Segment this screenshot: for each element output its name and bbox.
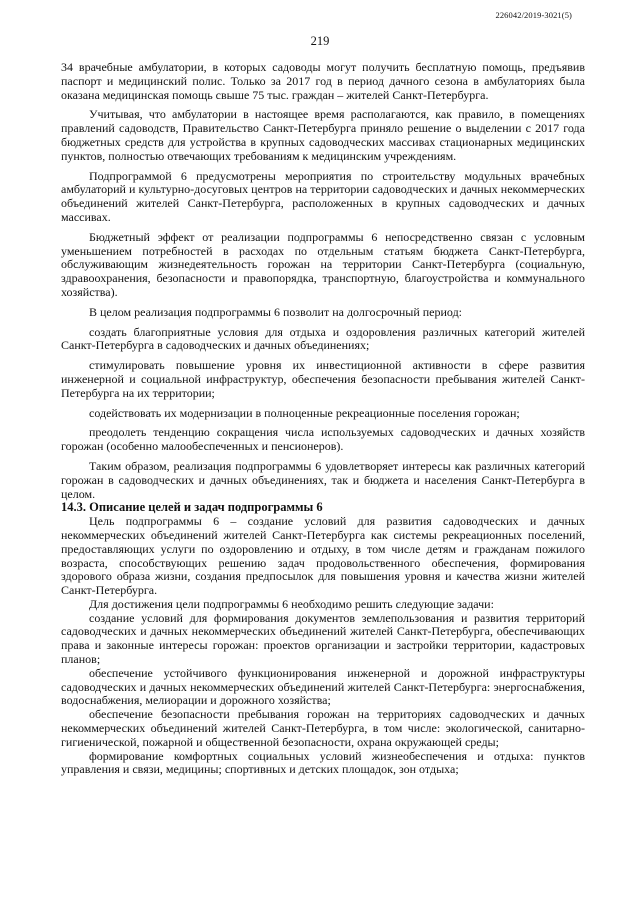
list-item: содействовать их модернизации в полноценные рекреационные поселения горожан; <box>89 405 520 420</box>
list-item: стимулировать повышение уровня их инвестиционной активности в сфере развития инженерной и социальной инфраструктур, обеспечения безопасности пребывания жителей Санкт-Петербурга на их территории; <box>61 358 585 400</box>
paragraph: Цель подпрограммы 6 – создание условий для развития садоводческих и дачных некоммерческих объединений жителей Санкт-Петербурга как системы рекреационных поселений, предоставляющих услуги по оздоровлению и отдыху, в том числе детям и гражданам пожилого возраста, способствующих решению задач продовольственного обеспечения, формирования здорового образа жизни, создания предпосылок для повышения уровня и качества жизни жителей Санкт-Петербурга. <box>61 514 585 598</box>
section-heading: 14.3. Описание целей и задач подпрограммы 6 <box>61 500 323 515</box>
paragraph: В целом реализация подпрограммы 6 позволит на долгосрочный период: <box>89 304 463 319</box>
paragraph: Бюджетный эффект от реализации подпрограммы 6 непосредственно связан с условным уменьшением потребностей в расходах по отдельным статьям бюджета Санкт-Петербурга, обслуживающим жизнедеятельность горожан на территории Санкт-Петербурга (социальную, здравоохранения, безопасности и правопорядка, транспортную, благоустройства и коммунального хозяйства). <box>61 229 585 299</box>
paragraph: Таким образом, реализация подпрограммы 6 удовлетворяет интересы как различных категорий горожан в садоводческих и дачных объединениях, так и бюджета и населения Санкт-Петербурга в целом. <box>61 458 585 501</box>
paragraph: 34 врачебные амбулатории, в которых садоводы могут получить бесплатную помощь, предъявив паспорт и медицинский полис. Только за 2017 год в период дачного сезона в амбулаториях была оказана медицинская помощь свыше 75 тыс. граждан – жителей Санкт-Петербурга. <box>61 60 585 102</box>
paragraph: Для достижения цели подпрограммы 6 необходимо решить следующие задачи: <box>89 596 494 611</box>
document-body <box>61 61 585 777</box>
list-item: преодолеть тенденцию сокращения числа используемых садоводческих и дачных хозяйств горожан (особенно малообеспеченных и пенсионеров). <box>61 425 585 454</box>
list-item: создать благоприятные условия для отдыха и оздоровления различных категорий жителей Санкт-Петербурга в садоводческих и дачных объединениях; <box>61 324 585 353</box>
paragraph: Подпрограммой 6 предусмотрены мероприятия по строительству модульных врачебных амбулаторий и культурно-досуговых центров на территории садоводческих и дачных некоммерческих объединений жителей Санкт-Петербурга, расположенных в крупных садоводческих и дачных массивах. <box>61 168 585 224</box>
paragraph: Учитывая, что амбулатории в настоящее время располагаются, как правило, в помещениях правлений садоводств, Правительство Санкт-Петербурга приняло решение о выделении с 2017 года бюджетных средств для устройства в крупных садоводческих массивах стационарных медицинских пунктов, полностью отвечающих требованиям к медицинским учреждениям. <box>61 107 585 163</box>
list-item: обеспечение безопасности пребывания горожан на территориях садоводческих и дачных некоммерческих объединений жителей Санкт-Петербурга, в том числе: экологической, санитарно-гигиенической, пожарной и общественной безопасности, охрана окружающей среды; <box>61 707 585 749</box>
document-number: 226042/2019-3021(5) <box>495 10 572 20</box>
list-item: создание условий для формирования документов землепользования и развития территорий садоводческих и дачных некоммерческих объединений жителей Санкт-Петербурга, обеспечивающих права и законные интересы горожан: проектов организации и застройки территории, кадастровых планов; <box>61 610 585 667</box>
list-item: формирование комфортных социальных условий жизнеобеспечения и отдыха: пунктов управления и связи, медицины; спортивных и детских площадок, зон отдыха; <box>61 748 585 777</box>
list-item: обеспечение устойчивого функционирования инженерной и дорожной инфраструктуры садоводческих и дачных некоммерческих объединений жителей Санкт-Петербурга: энергоснабжения, водоснабжения, мелиорации и дорожного хозяйства; <box>61 665 585 708</box>
page-number: 219 <box>310 34 330 48</box>
